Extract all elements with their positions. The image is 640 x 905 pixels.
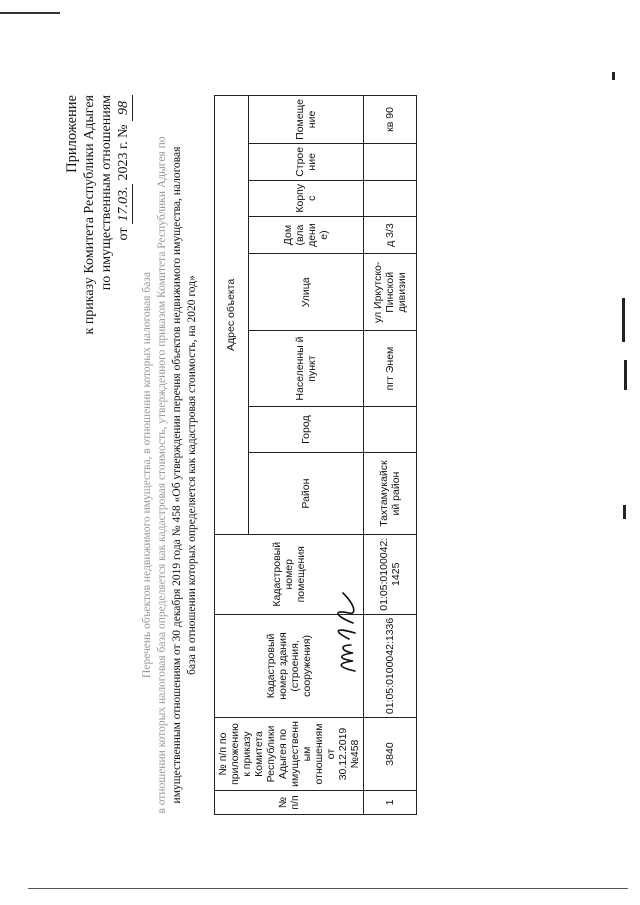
appendix-block bbox=[64, 95, 133, 334]
appendix-date-line bbox=[115, 95, 133, 334]
appendix-title: Приложение bbox=[64, 95, 80, 173]
header-locality: Населенны й пункт bbox=[248, 331, 363, 407]
cell-korpus bbox=[364, 180, 417, 216]
cell-premises: кв 90 bbox=[364, 96, 417, 144]
cell-num: 1 bbox=[364, 790, 417, 814]
header-premises: Помеще ние bbox=[248, 96, 363, 144]
objects-table bbox=[214, 95, 417, 815]
cell-district: Тахтамукайск ий район bbox=[364, 453, 417, 534]
cell-locality: пгт Энем bbox=[364, 331, 417, 407]
header-building-cadastral: Кадастровый номер здания (строения, сооружения) bbox=[215, 614, 364, 717]
date-day-month: 17.03. bbox=[115, 184, 133, 224]
intro-line-4: база в отношении которых определяется как кадастровая стоимость, на 2020 год» bbox=[186, 275, 198, 675]
date-prefix: от bbox=[116, 227, 131, 241]
intro-line-1: Перечень объектов недвижимого имущества, в отношении которых налоговая база bbox=[141, 272, 153, 678]
header-address-group: Адрес объекта bbox=[215, 96, 249, 535]
header-premises-cadastral: Кадастровый номер помещения bbox=[215, 534, 364, 614]
cell-city bbox=[364, 406, 417, 452]
cell-house: д 3/3 bbox=[364, 216, 417, 254]
cell-building-cadastral: 01:05:0100042:1336 bbox=[364, 614, 417, 717]
cell-stroenie bbox=[364, 143, 417, 180]
cell-street: ул Иркутско- Пинской дивизии bbox=[364, 254, 417, 331]
date-year: 2023 г. № bbox=[116, 124, 131, 181]
header-city: Город bbox=[248, 406, 363, 452]
header-district: Район bbox=[248, 453, 363, 534]
appendix-line-2: по имущественным отношениям bbox=[99, 95, 114, 291]
header-appendix-num: № п/п по приложению к приказу Комитета Республики Адыгея по имущественн ым отношениям от 30.12.2019 №458 bbox=[215, 718, 364, 791]
header-num: № п/п bbox=[215, 790, 364, 814]
intro-line-3: имущественным отношениям от 30 декабря 2019 года № 458 «Об утверждении перечня объектов недвижимого имущества, налоговая bbox=[171, 146, 183, 804]
header-house: Дом (вла дени е) bbox=[248, 216, 363, 254]
cell-premises-cadastral: 01:05:0100042: 1425 bbox=[364, 534, 417, 614]
order-number: 98 bbox=[115, 95, 133, 121]
header-korpus: Корпу с bbox=[248, 180, 363, 216]
rotated-content bbox=[2, 5, 638, 905]
handwritten-signature bbox=[325, 589, 365, 675]
intro-line-2: в отношении которых налоговая база определяется как кадастровая стоимость, утвержденного приказом Комитета Республики Адыгея по bbox=[156, 136, 168, 814]
header-stroenie: Строе ние bbox=[248, 143, 363, 180]
appendix-line-1: к приказу Комитета Республики Адыгея bbox=[82, 95, 97, 335]
cell-appendix-num: 3840 bbox=[364, 718, 417, 791]
intro-text bbox=[140, 95, 200, 855]
header-street: Улица bbox=[248, 254, 363, 331]
table-row bbox=[364, 96, 417, 815]
